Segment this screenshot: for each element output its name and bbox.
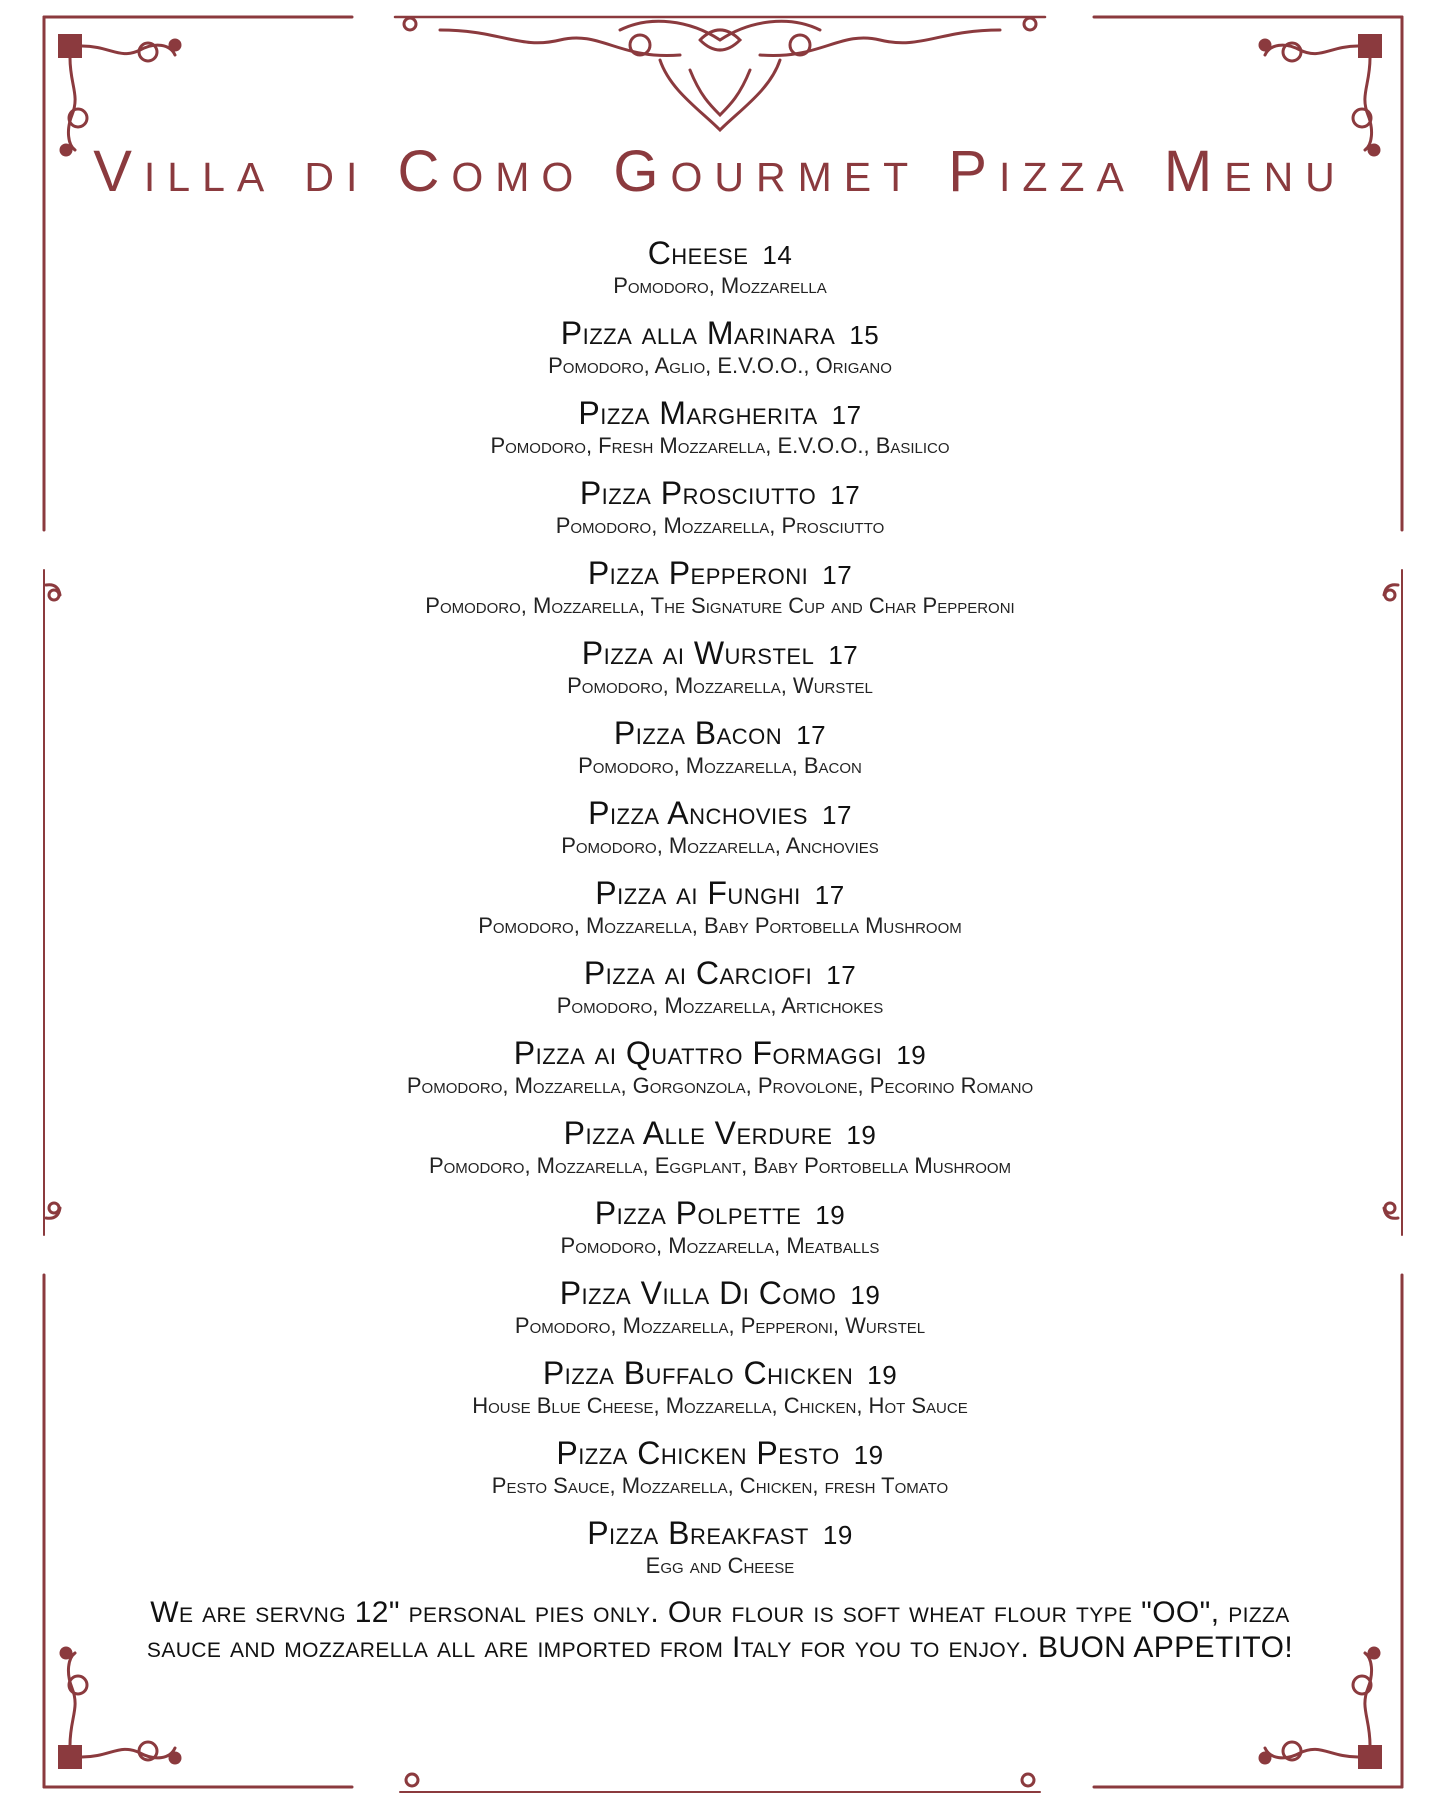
item-name: Pizza Breakfast — [587, 1515, 809, 1551]
item-price: 19 — [815, 1200, 846, 1230]
item-name: Pizza ai Funghi — [595, 875, 801, 911]
item-name: Pizza alla Marinara — [560, 315, 836, 351]
corner-ornament-bottom-right — [1260, 1648, 1382, 1769]
item-description: Pomodoro, Mozzarella, Eggplant, Baby Portobella Mushroom — [428, 1153, 1012, 1178]
item-price: 19 — [822, 1520, 853, 1550]
item-description: Pomodoro, Mozzarella, Anchovies — [561, 833, 879, 858]
item-name: Pizza Polpette — [594, 1195, 802, 1231]
item-name: Pizza Alle Verdure — [563, 1115, 833, 1151]
item-price: 17 — [796, 720, 827, 750]
item-heading — [0, 473, 1440, 513]
item-description: Pomodoro, Mozzarella, Artichokes — [556, 993, 884, 1018]
menu-item — [0, 313, 1440, 393]
item-description: Pomodoro, Mozzarella, Baby Portobella Mushroom — [478, 913, 962, 938]
menu-item — [0, 553, 1440, 633]
item-name: Cheese — [647, 235, 749, 271]
menu-item — [0, 393, 1440, 473]
item-price: 17 — [828, 640, 859, 670]
item-description: Pomodoro, Mozzarella, Pepperoni, Wurstel — [514, 1313, 926, 1338]
menu-item — [0, 1033, 1440, 1113]
item-heading — [0, 793, 1440, 833]
menu-item — [0, 1353, 1440, 1433]
item-heading — [0, 1193, 1440, 1233]
item-price: 19 — [853, 1440, 884, 1470]
item-heading — [0, 953, 1440, 993]
item-description: Pomodoro, Mozzarella, Meatballs — [560, 1233, 880, 1258]
item-description: Pesto Sauce, Mozzarella, Chicken, fresh Tomato — [491, 1473, 949, 1498]
item-price: 14 — [762, 240, 793, 270]
item-heading — [0, 233, 1440, 273]
item-name: Pizza Anchovies — [588, 795, 808, 831]
menu-title: Villa di Como Gourmet Pizza Menu — [93, 139, 1347, 204]
item-name: Pizza Villa Di Como — [559, 1275, 837, 1311]
corner-ornament-top-left — [58, 34, 180, 155]
item-price: 15 — [849, 320, 880, 350]
item-description: Pomodoro, Mozzarella, Gorgonzola, Provolone, Pecorino Romano — [406, 1073, 1034, 1098]
item-description: Pomodoro, Mozzarella, The Signature Cup and Char Pepperoni — [425, 593, 1015, 618]
item-heading — [0, 633, 1440, 673]
item-price: 17 — [831, 400, 862, 430]
menu-item — [0, 473, 1440, 553]
menu-item — [0, 953, 1440, 1033]
item-name: Pizza Prosciutto — [579, 475, 817, 511]
item-name: Pizza ai Carciofi — [583, 955, 813, 991]
item-name: Pizza Buffalo Chicken — [542, 1355, 854, 1391]
item-heading — [0, 1433, 1440, 1473]
item-heading — [0, 1033, 1440, 1073]
menu-item — [0, 713, 1440, 793]
item-description: Pomodoro, Mozzarella, Prosciutto — [555, 513, 885, 538]
item-price: 17 — [822, 560, 853, 590]
item-description: House Blue Cheese, Mozzarella, Chicken, Hot Sauce — [472, 1393, 968, 1418]
menu-item — [0, 1513, 1440, 1593]
item-name: Pizza Pepperoni — [587, 555, 809, 591]
item-description: Pomodoro, Mozzarella, Bacon — [578, 753, 862, 778]
item-heading — [0, 713, 1440, 753]
item-heading — [0, 1273, 1440, 1313]
menu-footnote: We are servng 12" personal pies only. Our flour is soft wheat flour type "OO", pizza sauce and mozzarella all are imported from Italy for you to enjoy. BUON APPETITO! — [146, 1596, 1294, 1664]
item-name: Pizza Chicken Pesto — [556, 1435, 840, 1471]
item-price: 17 — [830, 480, 861, 510]
item-description: Pomodoro, Aglio, E.V.O.O., Origano — [548, 353, 892, 378]
item-price: 17 — [814, 880, 845, 910]
item-heading — [0, 1513, 1440, 1553]
item-heading — [0, 1113, 1440, 1153]
item-name: Pizza Margherita — [578, 395, 818, 431]
item-heading — [0, 553, 1440, 593]
item-name: Pizza ai Wurstel — [581, 635, 815, 671]
item-price: 19 — [846, 1120, 877, 1150]
menu-item — [0, 1113, 1440, 1193]
item-description: Pomodoro, Mozzarella, Wurstel — [567, 673, 873, 698]
item-price: 17 — [826, 960, 857, 990]
menu-item — [0, 793, 1440, 873]
corner-ornament-bottom-left — [58, 1648, 180, 1769]
item-price: 19 — [867, 1360, 898, 1390]
menu-item — [0, 633, 1440, 713]
item-price: 17 — [821, 800, 852, 830]
corner-ornament-top-right — [1260, 34, 1382, 155]
item-name: Pizza ai Quattro Formaggi — [513, 1035, 883, 1071]
menu-item — [0, 1433, 1440, 1513]
item-description: Pomodoro, Mozzarella — [613, 273, 827, 298]
menu-item — [0, 1193, 1440, 1273]
item-description: Egg and Cheese — [645, 1553, 795, 1578]
menu-item — [0, 1273, 1440, 1353]
item-name: Pizza Bacon — [613, 715, 783, 751]
item-heading — [0, 393, 1440, 433]
pizza-list — [0, 233, 1440, 1593]
item-heading — [0, 873, 1440, 913]
menu-item — [0, 873, 1440, 953]
item-description: Pomodoro, Fresh Mozzarella, E.V.O.O., Basilico — [490, 433, 950, 458]
item-heading — [0, 313, 1440, 353]
item-price: 19 — [850, 1280, 881, 1310]
item-heading — [0, 1353, 1440, 1393]
item-price: 19 — [896, 1040, 927, 1070]
menu-item — [0, 233, 1440, 313]
